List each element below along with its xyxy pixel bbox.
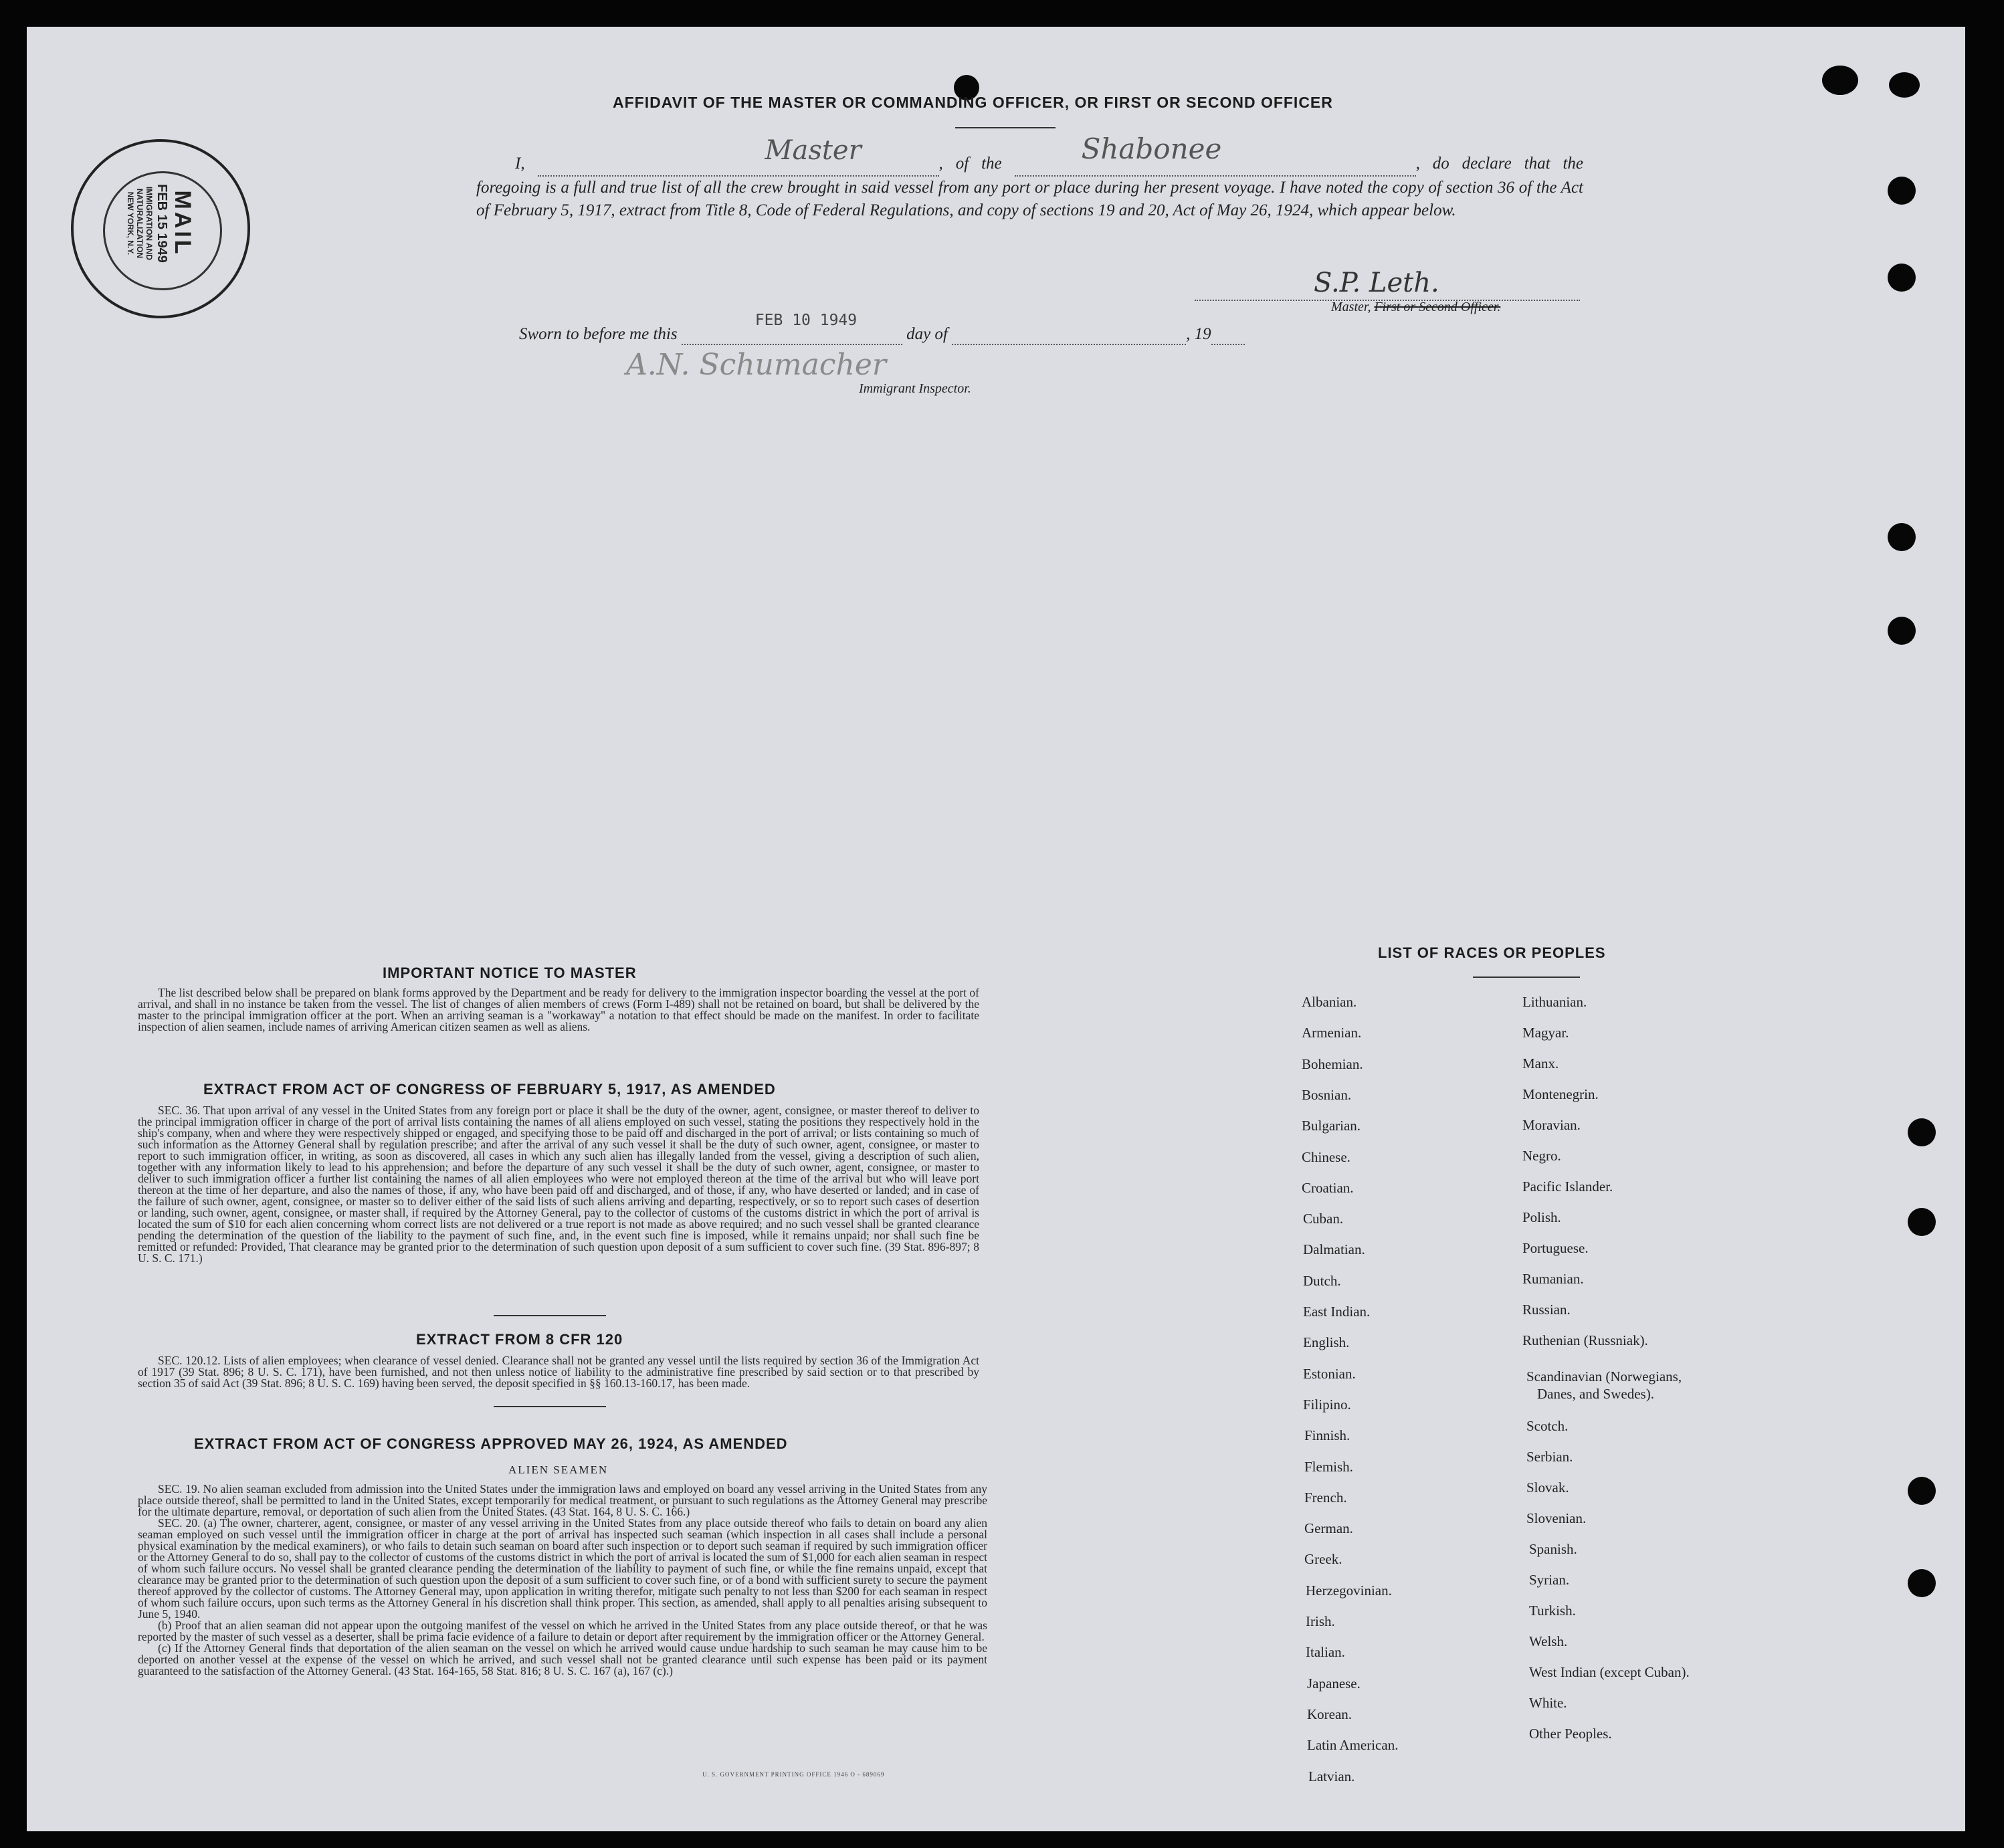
inspector-signature: A.N. Schumacher [626,348,886,382]
signature-line [1195,268,1580,301]
race-item: Danes, and Swedes). [1537,1386,1654,1402]
race-item: Korean. [1307,1706,1352,1722]
punch-hole-corner-2 [1889,72,1920,98]
race-item: Scotch. [1526,1418,1569,1434]
stamp-line-1: MAIL [170,190,195,257]
year-field [1211,325,1245,345]
notice-paragraph: The list described below shall be prepared on blank forms approved by the Department and be ready for delivery to the immigration inspector boarding the vessel at the port of arrival, and shall in no instance be taken from the vessel. The list of changes of alien members of crews (Form I-489) shall not be retained on board, but shall be delivered by the master to the principal immigration officer at the port. When an arriving seaman is a "workaway" a notation to that effect should be made on the manifest. In order to facilitate inspection of alien seamen, include names of arriving American citizen seamen as well as aliens. [138,986,979,1033]
affidavit-title: AFFIDAVIT OF THE MASTER OR COMMANDING OFFICER, OR FIRST OR SECOND OFFICER [613,94,1333,111]
extract-1924-title: EXTRACT FROM ACT OF CONGRESS APPROVED MAY 26, 1924, AS AMENDED [194,1435,788,1452]
race-item: Irish. [1306,1613,1335,1629]
sec-20c-paragraph: (c) If the Attorney General finds that deportation of the alien seaman on the vessel on which he arrived would cause undue hardship to such seaman he may cause him to be deported on another vessel at the expense of the vessel on which he arrived, and such vessel shall not be granted clearance until such expense has been paid or its payment guaranteed to the satisfaction of the Attorney General. (43 Stat. 164-165, 58 Stat. 816; 8 U. S. C. 167 (a), 167 (c).) [138,1641,987,1677]
notice-text [138,987,979,1033]
affidavit-body [476,132,1584,222]
races-rule [1473,977,1580,978]
stamp-text [126,157,195,290]
race-item: Ruthenian (Russniak). [1522,1332,1648,1348]
race-item: French. [1304,1489,1347,1506]
race-item: Welsh. [1529,1633,1568,1649]
race-item: White. [1529,1695,1567,1711]
extract-1917-text [138,1105,979,1264]
document-page [27,27,1965,1831]
section-rule-1 [494,1315,606,1316]
sworn-label: Sworn to before me this [519,325,678,343]
sec-20a-paragraph: SEC. 20. (a) The owner, charterer, agent, consignee, or master of any vessel arriving in the United States from any place outside thereof who fails to detain on board any alien seaman employed on such vessel until the immigration officer in charge at the port of arrival has inspected such seaman (which inspection in all cases shall include a personal physical examination by the medical examiners), or who fails to detain such seaman on board after such inspection or to deport such seaman if required by such immigration officer or the Attorney General to do so, shall pay to the collector of customs of the customs district in which the port of arrival is located the sum of $1,000 for each alien seaman in respect of whom such failure occurs. No vessel shall be granted clearance pending the determination of the liability to payment of such fine, or while the fine remains unpaid, except that clearance may be granted prior to the determination of such question upon the deposit of a sum sufficient to cover such fine, or of a bond with sufficient surety to secure the payment thereof approved by the collector of customs. The Attorney General may, upon application in writing therefor, mitigate such penalty to not less than $200 for each seaman in respect of whom such failure occurs, upon such terms as the Attorney General in his discretion shall think proper. This section, as amended, shall apply to all penalties arising subsequent to June 5, 1940. [138,1516,987,1621]
race-item: Finnish. [1304,1427,1350,1444]
race-item: Other Peoples. [1529,1726,1612,1742]
punch-hole-right-2 [1888,264,1916,292]
sworn-date-stamp: FEB 10 1949 [755,312,858,329]
race-item: Turkish. [1529,1603,1576,1619]
race-item: Serbian. [1526,1449,1573,1465]
rank-field [538,135,939,177]
day-of-label: day of [906,325,948,343]
stamp-line-3: IMMIGRATION AND NATURALIZATION [135,187,154,260]
section-rule-2 [494,1406,606,1407]
punch-hole-right-4 [1888,617,1916,645]
race-item: Lithuanian. [1522,994,1587,1010]
race-item: Dalmatian. [1303,1241,1365,1258]
race-item: Rumanian. [1522,1271,1584,1287]
affidavit-i: I, [515,155,525,173]
race-item: Bosnian. [1302,1086,1352,1103]
punch-hole-corner-1 [1822,66,1858,95]
punch-hole-right-5 [1908,1118,1936,1146]
vessel-field [1015,132,1416,177]
races-title: LIST OF RACES OR PEOPLES [1378,944,1606,961]
master-signature: S.P. Leth. [1314,268,1439,298]
stamp-line-2: FEB 15 1949 [155,184,169,263]
year-label: , 19 [1186,325,1211,343]
sig-struck-label: First or Second Officer. [1374,300,1501,314]
immigration-stamp [71,139,250,318]
race-item: Slovenian. [1526,1510,1587,1526]
sec-19-paragraph: SEC. 19. No alien seaman excluded from admission into the United States under the immigration laws and employed on board any vessel arriving in the United States from any place outside thereof, shall be permitted to land in the United States, except temporarily for medical treatment, or pursuant to such regulations as the Attorney General may prescribe for the ultimate departure, removal, or deportation of such alien from the United States. (43 Stat. 164, 8 U. S. C. 166.) [138,1482,987,1518]
race-item: Latin American. [1307,1737,1399,1754]
race-item: Polish. [1522,1209,1561,1225]
race-item: Scandinavian (Norwegians, [1526,1368,1682,1384]
of-the-text: , of the [938,155,1002,173]
race-item: West Indian (except Cuban). [1529,1664,1690,1680]
race-item: Dutch. [1303,1272,1341,1289]
race-item: Syrian. [1529,1572,1570,1588]
race-item: Montenegrin. [1522,1086,1599,1102]
race-item: Pacific Islander. [1522,1178,1613,1195]
race-item: Bulgarian. [1302,1118,1361,1134]
race-item: Filipino. [1303,1396,1351,1413]
inspector-label: Immigrant Inspector. [859,381,971,396]
race-item: Greek. [1304,1551,1342,1568]
race-item: East Indian. [1303,1304,1371,1320]
race-item: Latvian. [1308,1768,1355,1784]
race-item: Cuban. [1303,1211,1344,1227]
race-item: Armenian. [1302,1025,1362,1041]
race-item: Chinese. [1302,1148,1350,1165]
extract-1917-title: EXTRACT FROM ACT OF CONGRESS OF FEBRUARY 5, 1917, AS AMENDED [203,1081,776,1098]
punch-hole-right-6 [1908,1208,1936,1236]
punch-hole-right-3 [1888,523,1916,551]
extract-1924-text [138,1483,987,1677]
extract-1917-paragraph: SEC. 36. That upon arrival of any vessel in the United States from any foreign port or place it shall be the duty of the owner, agent, consignee, or master thereof to deliver to the principal immigration officer in charge of the port of arrival lists containing the names of all aliens employed on such vessel, stating the positions they respectively hold in the ship's company, when and where they were respectively shipped or engaged, and specifying those to be paid off and discharged in the port of arrival; or lists containing so much of such information as the Attorney General shall by regulation prescribe; and after the arrival of any such vessel it shall be the duty of such owner, agent, consignee, or master to report to such immigration officer, in writing, as soon as discovered, all cases in which any such alien has illegally landed from the vessel, giving a description of such alien, together with any information likely to lead to his apprehension; and before the departure of any such vessel it shall be the duty of such owner, agent, consignee, or master to deliver to such immigration officer a further list containing the names of all alien employees who were not employed thereon at the time of the arrival but who will leave port thereon at the time of her departure, and also the names of those, if any, who have been paid off and discharged, and of those, if any, who have deserted or landed; and in case of the failure of such owner, agent, consignee, or master so to deliver either of the said lists of such aliens arriving and departing, respectively, or so to report such cases of desertion or landing, such owner, agent, consignee, or master shall, if required by the Attorney General, pay to the collector of customs of the customs district in which the port of arrival is located the sum of $10 for each alien concerning whom correct lists are not delivered or a true report is not made as above required; and no such vessel shall be granted clearance pending the determination of the question of the liability to the payment of such fine, and, in the event such fine is imposed, while it remains unpaid; nor shall such fine be remitted or refunded: Provided, That clearance may be granted prior to the determination of such question upon deposit of a sum sufficient to cover such fine. (39 Stat. 896-897; 8 U. S. C. 171.) [138,1104,979,1265]
race-item: Italian. [1306,1644,1345,1661]
race-item: Negro. [1522,1148,1561,1164]
month-field [952,325,1186,345]
alien-seamen-subtitle: ALIEN SEAMEN [508,1463,609,1476]
race-item: Estonian. [1303,1365,1356,1382]
race-item: Portuguese. [1522,1240,1589,1256]
extract-cfr-title: EXTRACT FROM 8 CFR 120 [416,1331,623,1348]
race-item: Spanish. [1529,1541,1577,1557]
punch-hole-right-1 [1888,177,1916,205]
stamp-line-4: NEW YORK, N.Y. [126,191,135,255]
punch-hole-right-7 [1908,1477,1936,1505]
extract-cfr-paragraph: SEC. 120.12. Lists of alien employees; when clearance of vessel denied. Clearance shall not be granted any vessel until the lists required by section 36 of the Immigration Act of 1917 (39 Stat. 896; 8 U. S. C. 171), have been furnished, and not then unless notice of liability to the administrative fine prescribed by said section or to that prescribed by section 35 of said Act (39 Stat. 896; 8 U. S. C. 169) having been served, the deposit specified in §§ 160.13-160.17, has been made. [138,1354,979,1390]
race-item: Albanian. [1302,994,1357,1010]
sec-20b-paragraph: (b) Proof that an alien seaman did not appear upon the outgoing manifest of the vessel on which he arrived in the United States from any place outside thereof, or that he was reported by the master of such vessel as a deserter, shall be prima facie evidence of a failure to detain or deport after requirement by the immigration officer or the Attorney General. [138,1619,987,1643]
sworn-date-field [682,312,902,345]
race-item: German. [1304,1520,1353,1537]
race-item: Flemish. [1304,1458,1353,1475]
race-item: Moravian. [1522,1117,1581,1133]
punch-hole-right-8 [1908,1569,1936,1597]
signature-caption [1331,300,1500,315]
extract-cfr-text [138,1355,979,1389]
sig-master-label: Master, [1331,300,1371,314]
sworn-line [519,312,1245,345]
race-item: Manx. [1522,1055,1559,1071]
race-item: Russian. [1522,1302,1571,1318]
notice-title: IMPORTANT NOTICE TO MASTER [383,964,637,981]
race-item: Japanese. [1307,1675,1361,1691]
race-item: Slovak. [1526,1479,1569,1496]
race-item: English. [1303,1334,1350,1351]
race-item: Bohemian. [1302,1055,1363,1072]
rank-handwriting: Master [765,135,862,166]
affidavit-text: that the foregoing is a full and true list of all the crew brought in said vessel from any port or place during her present voyage. I have noted the copy of section 36 of the Act of February 5, 1917, extract from Title 8, Code of Federal Regulations, and copy of sections 19 and 20, Act of May 26, 1924, which appear below. [476,155,1584,219]
title-rule [955,127,1056,128]
race-item: Magyar. [1522,1025,1569,1041]
declare-text: , do declare [1415,155,1512,173]
race-item: Herzegovinian. [1306,1582,1392,1599]
vessel-handwriting: Shabonee [1081,132,1222,165]
race-item: Croatian. [1302,1179,1354,1196]
printing-office-footer: U. S. GOVERNMENT PRINTING OFFICE 1946 O - 689069 [702,1771,885,1778]
